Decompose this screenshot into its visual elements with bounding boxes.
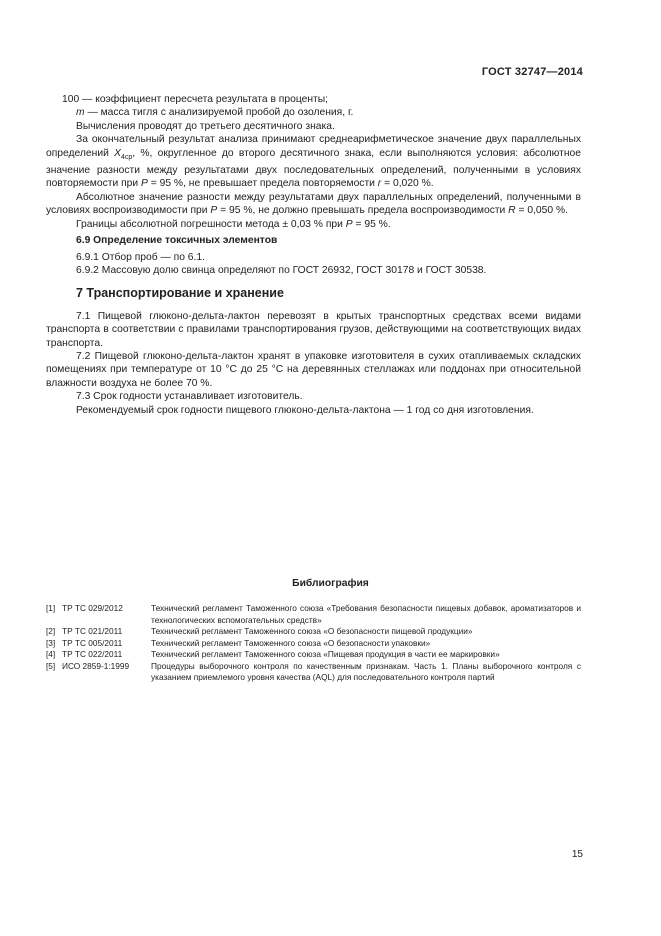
bib-number: [4] (46, 649, 56, 659)
bibliography-item (46, 661, 581, 684)
bib-text: Технический регламент Таможенного союза «О безопасности упаковки» (151, 637, 431, 648)
paragraph-7-1: 7.1 Пищевой глюконо-дельта-лактон перевозят в крытых транспортных средствах всеми видами транспорта в соответствии с правилами транспортирования грузов, действующими на соответствующих видах транспорта. (46, 310, 581, 349)
bib-number: [1] (46, 603, 56, 613)
intro-line-2: m — масса тигля с анализируемой пробой до озоления, г. (76, 107, 354, 119)
section-7-title: 7 Транспортирование и хранение (76, 286, 284, 301)
main-text (46, 93, 581, 417)
bib-number: [5] (46, 660, 56, 671)
bib-text: Технический регламент Таможенного союза «Требования безопасности пищевых добавок, ароматизаторов и технологических вспомогательных средств» (151, 603, 581, 625)
bib-code: ТР ТС 021/2011 (62, 626, 123, 636)
paragraph-reproducibility: Абсолютное значение разности между результатами двух параллельных определений, полученными в условиях воспроизводимости при P = 95 %, не должно превышать предела воспроизводимости R = 0,050 %. (46, 191, 581, 217)
bibliography-item (46, 603, 581, 626)
item-6-9-2: 6.9.2 Массовую долю свинца определяют по ГОСТ 26932, ГОСТ 30178 и ГОСТ 30538. (76, 264, 487, 276)
paragraph-7-2: 7.2 Пищевой глюконо-дельта-лактон хранят в упаковке изготовителя в сухих отапливаемых складских помещениях при температуре от 10 °С до 25 °С на деревянных стеллажах или поддонах при относительной влажности воздуха не более 70 %. (46, 350, 581, 389)
bibliography-item (46, 638, 581, 650)
paragraph-shelf-life: Рекомендуемый срок годности пищевого глюконо-дельта-лактона — 1 год со дня изготовления. (76, 404, 534, 416)
bib-number: [2] (46, 626, 56, 636)
bib-code: ТР ТС 005/2011 (62, 637, 123, 648)
intro-line-3: Вычисления проводят до третьего десятичного знака. (76, 120, 335, 132)
bib-text: Процедуры выборочного контроля по качественным признакам. Часть 1. Планы выборочного контроля с указанием приемлемого уровня качества (AQL) для последовательного контроля партий (151, 660, 581, 682)
bib-text: Технический регламент Таможенного союза «О безопасности пищевой продукции» (151, 626, 473, 636)
bib-code: ИСО 2859-1:1999 (62, 660, 130, 671)
document-header: ГОСТ 32747—2014 (481, 66, 583, 78)
item-6-9-1: 6.9.1 Отбор проб — по 6.1. (76, 251, 205, 263)
intro-line-1: 100 — коэффициент пересчета результата в проценты; (62, 94, 329, 105)
bib-code: ТР ТС 022/2011 (62, 649, 123, 659)
bibliography-item (46, 649, 581, 661)
paragraph-final-result: За окончательный результат анализа принимают среднеарифметическое значение двух параллельных определений $X_{4ср}$, %, округленное до второго десятичного знака, если выполняются условия: абсолютное значение разности между результатами двух последовательных определений, полученными в условиях повторяемости при P = 95 %, не превышает предела повторяемости r = 0,020 %. (46, 134, 581, 190)
bibliography-item (46, 626, 581, 638)
bib-number: [3] (46, 637, 56, 648)
bib-text: Технический регламент Таможенного союза «Пищевая продукция в части ее маркировки» (151, 649, 500, 659)
page-number: 15 (571, 849, 583, 860)
bibliography-list (46, 603, 581, 684)
paragraph-7-3: 7.3 Срок годности устанавливает изготовитель. (76, 391, 303, 403)
subsection-6-9-title: 6.9 Определение токсичных элементов (76, 235, 278, 247)
bibliography-title: Библиография (292, 578, 369, 589)
bib-code: ТР ТС 029/2012 (62, 603, 123, 613)
paragraph-error-bounds: Границы абсолютной погрешности метода ± 0,03 % при P = 95 %. (76, 218, 391, 230)
